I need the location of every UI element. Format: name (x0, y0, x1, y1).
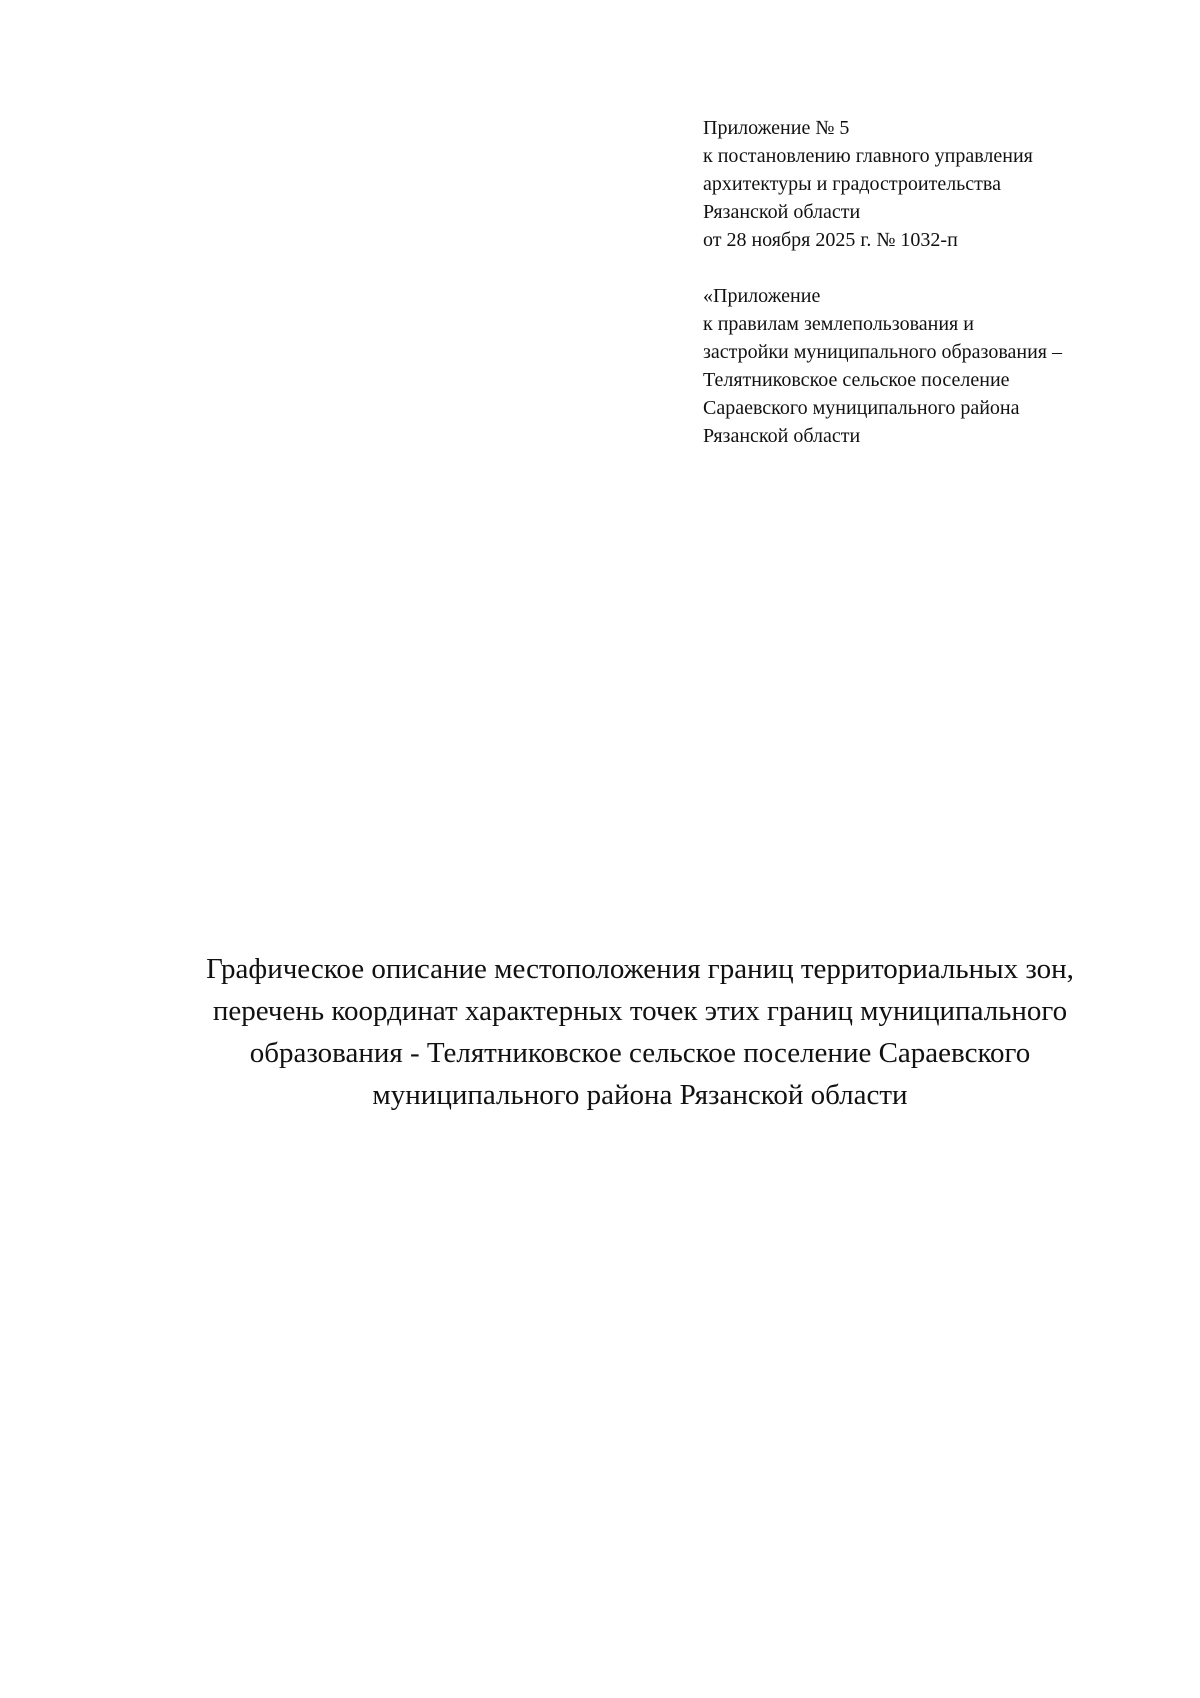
appendix-header (703, 114, 1173, 254)
appendix-number: Приложение № 5 (703, 117, 850, 139)
appendix-date-number: от 28 ноября 2025 г. № 1032-п (703, 229, 958, 251)
appendix-line: к постановлению главного управления (703, 145, 1033, 167)
document-title (120, 948, 1160, 1116)
rules-appendix-line: Сараевского муниципального района (703, 397, 1020, 419)
rules-appendix-line: «Приложение (703, 285, 821, 307)
title-line: муниципального района Рязанской области (372, 1079, 908, 1111)
rules-appendix-line: Рязанской области (703, 425, 861, 447)
rules-appendix-header (703, 282, 1173, 450)
title-line: образования - Телятниковское сельское поселение Сараевского (249, 1037, 1031, 1069)
rules-appendix-line: к правилам землепользования и (703, 313, 974, 335)
title-line: перечень координат характерных точек этих границ муниципального (212, 995, 1068, 1027)
rules-appendix-line: Телятниковское сельское поселение (703, 369, 1010, 391)
appendix-line: архитектуры и градостроительства (703, 173, 1001, 195)
rules-appendix-line: застройки муниципального образования – (703, 341, 1062, 363)
title-line: Графическое описание местоположения границ территориальных зон, (206, 953, 1074, 985)
appendix-line: Рязанской области (703, 201, 861, 223)
